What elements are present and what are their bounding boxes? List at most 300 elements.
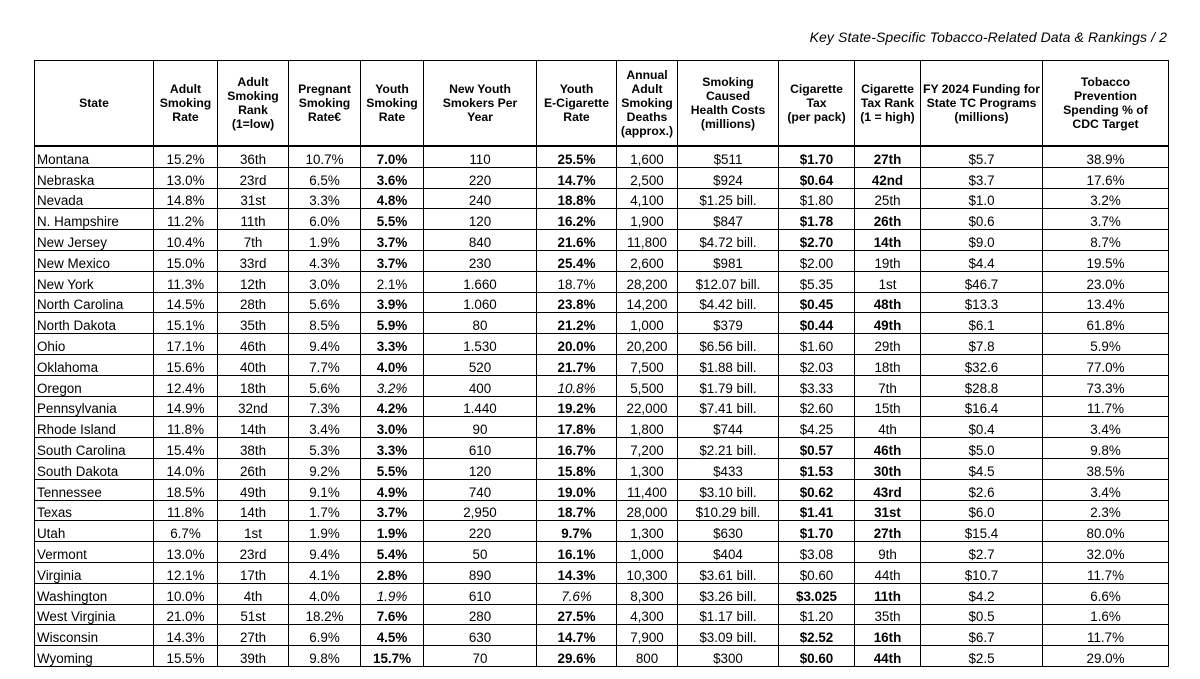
table-cell: 7,200: [617, 438, 678, 459]
table-cell: $1.0: [921, 188, 1043, 209]
table-row: [35, 521, 1169, 542]
table-cell: $511: [678, 146, 779, 167]
table-cell: $1.70: [779, 521, 855, 542]
col-header-fy2024-funding: FY 2024 Funding for State TC Programs (millions): [921, 61, 1043, 147]
table-cell: 11th: [218, 209, 289, 230]
table-cell: 2.8%: [361, 562, 424, 583]
state-name-cell: Utah: [35, 521, 154, 542]
table-cell: 14.3%: [154, 625, 218, 646]
table-cell: 5.9%: [1043, 334, 1169, 355]
table-cell: 15.1%: [154, 313, 218, 334]
table-cell: 19th: [855, 250, 921, 271]
table-cell: $847: [678, 209, 779, 230]
table-cell: 51st: [218, 604, 289, 625]
table-cell: 25.4%: [537, 250, 617, 271]
table-cell: 3.0%: [289, 271, 361, 292]
table-cell: $0.4: [921, 417, 1043, 438]
table-cell: 840: [424, 230, 537, 251]
table-cell: $1.70: [779, 146, 855, 167]
state-name-cell: N. Hampshire: [35, 209, 154, 230]
table-cell: $4.4: [921, 250, 1043, 271]
table-cell: $5.0: [921, 438, 1043, 459]
table-cell: 14,200: [617, 292, 678, 313]
state-name-cell: Wyoming: [35, 646, 154, 667]
table-cell: 35th: [855, 604, 921, 625]
table-cell: 4,100: [617, 188, 678, 209]
table-cell: $13.3: [921, 292, 1043, 313]
state-name-cell: Tennessee: [35, 479, 154, 500]
table-cell: 4.1%: [289, 562, 361, 583]
table-cell: $2.21 bill.: [678, 438, 779, 459]
table-cell: 40th: [218, 354, 289, 375]
table-cell: $32.6: [921, 354, 1043, 375]
table-cell: $46.7: [921, 271, 1043, 292]
table-cell: 15.5%: [154, 646, 218, 667]
table-cell: $1.41: [779, 500, 855, 521]
page-header: Key State-Specific Tobacco-Related Data & Rankings / 2: [809, 29, 1167, 45]
table-cell: 9.8%: [1043, 438, 1169, 459]
table-row: [35, 562, 1169, 583]
table-cell: 20,200: [617, 334, 678, 355]
state-name-cell: North Dakota: [35, 313, 154, 334]
table-row: [35, 396, 1169, 417]
table-cell: 1,600: [617, 146, 678, 167]
table-cell: 2.3%: [1043, 500, 1169, 521]
table-cell: 14.7%: [537, 167, 617, 188]
state-name-cell: Washington: [35, 583, 154, 604]
table-row: [35, 167, 1169, 188]
tobacco-data-table: [34, 60, 1169, 667]
table-cell: 18.7%: [537, 271, 617, 292]
table-cell: 1.9%: [289, 521, 361, 542]
table-cell: 630: [424, 625, 537, 646]
table-cell: 5.3%: [289, 438, 361, 459]
table-cell: 42nd: [855, 167, 921, 188]
table-cell: 18th: [218, 375, 289, 396]
table-cell: 120: [424, 458, 537, 479]
table-cell: $924: [678, 167, 779, 188]
table-cell: 15.8%: [537, 458, 617, 479]
table-cell: 21.7%: [537, 354, 617, 375]
table-cell: 220: [424, 521, 537, 542]
table-cell: 11.3%: [154, 271, 218, 292]
table-cell: $4.25: [779, 417, 855, 438]
table-cell: $2.00: [779, 250, 855, 271]
table-cell: 17.8%: [537, 417, 617, 438]
table-cell: 610: [424, 583, 537, 604]
table-cell: $3.08: [779, 542, 855, 563]
table-cell: $7.8: [921, 334, 1043, 355]
table-cell: 4.8%: [361, 188, 424, 209]
table-cell: $10.29 bill.: [678, 500, 779, 521]
table-cell: 29th: [855, 334, 921, 355]
table-cell: 1.9%: [361, 521, 424, 542]
state-name-cell: Nevada: [35, 188, 154, 209]
table-cell: 7.7%: [289, 354, 361, 375]
table-cell: 1.530: [424, 334, 537, 355]
state-name-cell: Nebraska: [35, 167, 154, 188]
table-cell: $4.72 bill.: [678, 230, 779, 251]
table-cell: 4.0%: [289, 583, 361, 604]
table-cell: 46th: [855, 438, 921, 459]
table-cell: 5.6%: [289, 292, 361, 313]
table-cell: 18.7%: [537, 500, 617, 521]
table-cell: 6.5%: [289, 167, 361, 188]
table-cell: 3.9%: [361, 292, 424, 313]
col-header-youth-smoking-rate: Youth Smoking Rate: [361, 61, 424, 147]
table-cell: 220: [424, 167, 537, 188]
state-name-cell: South Carolina: [35, 438, 154, 459]
table-cell: 11.2%: [154, 209, 218, 230]
table-cell: 610: [424, 438, 537, 459]
table-cell: 15.2%: [154, 146, 218, 167]
state-name-cell: New York: [35, 271, 154, 292]
table-cell: 3.7%: [1043, 209, 1169, 230]
state-name-cell: North Carolina: [35, 292, 154, 313]
table-cell: 49th: [218, 479, 289, 500]
state-name-cell: Montana: [35, 146, 154, 167]
table-cell: 4,300: [617, 604, 678, 625]
table-cell: $2.03: [779, 354, 855, 375]
table-row: [35, 438, 1169, 459]
table-cell: $0.5: [921, 604, 1043, 625]
table-cell: 3.3%: [361, 438, 424, 459]
table-cell: 29.6%: [537, 646, 617, 667]
table-cell: 10.4%: [154, 230, 218, 251]
table-row: [35, 146, 1169, 167]
table-cell: 13.4%: [1043, 292, 1169, 313]
table-cell: 7th: [218, 230, 289, 251]
table-cell: 32.0%: [1043, 542, 1169, 563]
table-cell: 27th: [218, 625, 289, 646]
table-cell: 4.2%: [361, 396, 424, 417]
table-cell: 30th: [855, 458, 921, 479]
table-cell: $300: [678, 646, 779, 667]
table-cell: 28th: [218, 292, 289, 313]
table-cell: 3.2%: [361, 375, 424, 396]
table-body: [35, 146, 1169, 666]
table-cell: 23.0%: [1043, 271, 1169, 292]
table-cell: 9.8%: [289, 646, 361, 667]
table-row: [35, 625, 1169, 646]
table-cell: 1,300: [617, 521, 678, 542]
table-cell: 90: [424, 417, 537, 438]
col-header-new-youth-smokers: New Youth Smokers Per Year: [424, 61, 537, 147]
table-cell: 3.7%: [361, 500, 424, 521]
table-row: [35, 250, 1169, 271]
table-cell: $2.60: [779, 396, 855, 417]
table-cell: $9.0: [921, 230, 1043, 251]
table-row: [35, 271, 1169, 292]
table-cell: $981: [678, 250, 779, 271]
table-cell: 27th: [855, 521, 921, 542]
table-cell: 1,300: [617, 458, 678, 479]
col-header-tax-rank: Cigarette Tax Rank (1 = high): [855, 61, 921, 147]
table-cell: 1.660: [424, 271, 537, 292]
table-cell: 39th: [218, 646, 289, 667]
table-cell: 5.5%: [361, 458, 424, 479]
table-cell: 31st: [855, 500, 921, 521]
table-cell: 230: [424, 250, 537, 271]
table-cell: $1.78: [779, 209, 855, 230]
table-row: [35, 500, 1169, 521]
table-cell: 6.7%: [154, 521, 218, 542]
table-cell: 14th: [855, 230, 921, 251]
table-cell: 28,200: [617, 271, 678, 292]
table-cell: 26th: [855, 209, 921, 230]
table-cell: 9.4%: [289, 334, 361, 355]
table-cell: 8.5%: [289, 313, 361, 334]
table-row: [35, 604, 1169, 625]
table-cell: 11.8%: [154, 500, 218, 521]
state-name-cell: Rhode Island: [35, 417, 154, 438]
table-cell: 12th: [218, 271, 289, 292]
table-cell: 27th: [855, 146, 921, 167]
table-cell: $15.4: [921, 521, 1043, 542]
table-cell: 5.9%: [361, 313, 424, 334]
table-cell: 21.0%: [154, 604, 218, 625]
table-cell: 38.9%: [1043, 146, 1169, 167]
table-cell: 4.3%: [289, 250, 361, 271]
table-cell: 80.0%: [1043, 521, 1169, 542]
table-cell: 49th: [855, 313, 921, 334]
table-cell: 70: [424, 646, 537, 667]
state-name-cell: West Virginia: [35, 604, 154, 625]
table-cell: 3.3%: [361, 334, 424, 355]
table-cell: $3.10 bill.: [678, 479, 779, 500]
table-cell: 21.2%: [537, 313, 617, 334]
table-cell: $2.52: [779, 625, 855, 646]
table-row: [35, 292, 1169, 313]
table-cell: $744: [678, 417, 779, 438]
table-cell: $1.53: [779, 458, 855, 479]
header-row: [35, 61, 1169, 147]
table-cell: 17th: [218, 562, 289, 583]
table-cell: 25.5%: [537, 146, 617, 167]
table-cell: 11.7%: [1043, 396, 1169, 417]
table-cell: 14th: [218, 500, 289, 521]
table-cell: 31st: [218, 188, 289, 209]
table-cell: 15th: [855, 396, 921, 417]
table-cell: 1.7%: [289, 500, 361, 521]
table-cell: $1.88 bill.: [678, 354, 779, 375]
table-cell: $16.4: [921, 396, 1043, 417]
table-cell: 2,600: [617, 250, 678, 271]
table-cell: 4.5%: [361, 625, 424, 646]
table-cell: 18.2%: [289, 604, 361, 625]
table-cell: 1,900: [617, 209, 678, 230]
state-name-cell: Wisconsin: [35, 625, 154, 646]
table-cell: 11.7%: [1043, 562, 1169, 583]
table-cell: 22,000: [617, 396, 678, 417]
table-cell: 3.4%: [289, 417, 361, 438]
table-cell: 17.1%: [154, 334, 218, 355]
table-cell: 35th: [218, 313, 289, 334]
table-cell: 7.6%: [361, 604, 424, 625]
table-cell: $3.09 bill.: [678, 625, 779, 646]
table-cell: $1.17 bill.: [678, 604, 779, 625]
table-cell: $6.1: [921, 313, 1043, 334]
table-cell: 11,400: [617, 479, 678, 500]
state-name-cell: Vermont: [35, 542, 154, 563]
table-row: [35, 375, 1169, 396]
table-cell: $0.44: [779, 313, 855, 334]
table-cell: 3.6%: [361, 167, 424, 188]
table-row: [35, 209, 1169, 230]
table-cell: $3.26 bill.: [678, 583, 779, 604]
table-cell: 12.4%: [154, 375, 218, 396]
table-cell: 5.4%: [361, 542, 424, 563]
table-cell: 27.5%: [537, 604, 617, 625]
table-cell: 23.8%: [537, 292, 617, 313]
table-cell: 61.8%: [1043, 313, 1169, 334]
table-cell: $1.60: [779, 334, 855, 355]
table-cell: 16.2%: [537, 209, 617, 230]
table-cell: 5.6%: [289, 375, 361, 396]
table-row: [35, 646, 1169, 667]
table-cell: 16.7%: [537, 438, 617, 459]
table-cell: 14.9%: [154, 396, 218, 417]
table-cell: $0.60: [779, 646, 855, 667]
table-cell: 6.9%: [289, 625, 361, 646]
table-cell: 10.8%: [537, 375, 617, 396]
table-cell: 7,900: [617, 625, 678, 646]
table-cell: $3.025: [779, 583, 855, 604]
table-cell: 17.6%: [1043, 167, 1169, 188]
table-cell: 23rd: [218, 542, 289, 563]
table-cell: 12.1%: [154, 562, 218, 583]
table-cell: 110: [424, 146, 537, 167]
table-cell: 38.5%: [1043, 458, 1169, 479]
table-cell: 1.9%: [289, 230, 361, 251]
table-row: [35, 188, 1169, 209]
table-cell: 6.0%: [289, 209, 361, 230]
table-cell: 44th: [855, 562, 921, 583]
table-cell: 8,300: [617, 583, 678, 604]
table-cell: 14.3%: [537, 562, 617, 583]
table-cell: 15.0%: [154, 250, 218, 271]
state-name-cell: Oregon: [35, 375, 154, 396]
table-cell: 73.3%: [1043, 375, 1169, 396]
table-row: [35, 458, 1169, 479]
table-cell: 6.6%: [1043, 583, 1169, 604]
table-cell: 400: [424, 375, 537, 396]
table-cell: 19.5%: [1043, 250, 1169, 271]
table-cell: 7,500: [617, 354, 678, 375]
table-cell: 1.9%: [361, 583, 424, 604]
table-cell: 11.8%: [154, 417, 218, 438]
table-cell: $6.7: [921, 625, 1043, 646]
table-cell: 18.5%: [154, 479, 218, 500]
table-cell: 1st: [855, 271, 921, 292]
table-row: [35, 334, 1169, 355]
table-cell: 20.0%: [537, 334, 617, 355]
table-cell: 9.4%: [289, 542, 361, 563]
table-cell: $6.56 bill.: [678, 334, 779, 355]
table-cell: 3.4%: [1043, 479, 1169, 500]
col-header-cigarette-tax: Cigarette Tax (per pack): [779, 61, 855, 147]
table-row: [35, 417, 1169, 438]
table-cell: $379: [678, 313, 779, 334]
col-header-health-costs: Smoking Caused Health Costs (millions): [678, 61, 779, 147]
table-cell: $5.35: [779, 271, 855, 292]
table-cell: 520: [424, 354, 537, 375]
state-name-cell: Pennsylvania: [35, 396, 154, 417]
table-cell: $1.25 bill.: [678, 188, 779, 209]
table-cell: 18.8%: [537, 188, 617, 209]
table-cell: 15.4%: [154, 438, 218, 459]
table-cell: 4.9%: [361, 479, 424, 500]
table-cell: $0.6: [921, 209, 1043, 230]
table-row: [35, 542, 1169, 563]
col-header-prevention-spending: Tobacco Prevention Spending % of CDC Target: [1043, 61, 1169, 147]
table-cell: 240: [424, 188, 537, 209]
table-cell: 1,800: [617, 417, 678, 438]
table-cell: $0.57: [779, 438, 855, 459]
table-cell: 800: [617, 646, 678, 667]
col-header-state: State: [35, 61, 154, 147]
table-cell: 15.7%: [361, 646, 424, 667]
table-cell: 44th: [855, 646, 921, 667]
table-cell: $4.42 bill.: [678, 292, 779, 313]
table-cell: $2.7: [921, 542, 1043, 563]
table-cell: 1.440: [424, 396, 537, 417]
table-cell: 29.0%: [1043, 646, 1169, 667]
table-cell: 4th: [855, 417, 921, 438]
table-cell: 2.1%: [361, 271, 424, 292]
table-cell: $3.61 bill.: [678, 562, 779, 583]
table-cell: 1st: [218, 521, 289, 542]
table-row: [35, 230, 1169, 251]
table-cell: $0.62: [779, 479, 855, 500]
table-cell: 10,300: [617, 562, 678, 583]
table-cell: $6.0: [921, 500, 1043, 521]
table-cell: 280: [424, 604, 537, 625]
table-cell: 16.1%: [537, 542, 617, 563]
table-cell: 8.7%: [1043, 230, 1169, 251]
table-cell: 11th: [855, 583, 921, 604]
col-header-adult-smoking-rate: Adult Smoking Rate: [154, 61, 218, 147]
state-name-cell: South Dakota: [35, 458, 154, 479]
state-name-cell: New Mexico: [35, 250, 154, 271]
table-cell: 1.060: [424, 292, 537, 313]
table-cell: 13.0%: [154, 542, 218, 563]
table-cell: $1.79 bill.: [678, 375, 779, 396]
table-cell: $1.20: [779, 604, 855, 625]
table-cell: $10.7: [921, 562, 1043, 583]
table-cell: 7.6%: [537, 583, 617, 604]
table-cell: 50: [424, 542, 537, 563]
table-cell: $7.41 bill.: [678, 396, 779, 417]
table-cell: 43rd: [855, 479, 921, 500]
table-cell: 9.7%: [537, 521, 617, 542]
table-cell: 11,800: [617, 230, 678, 251]
table-cell: 21.6%: [537, 230, 617, 251]
table-cell: 1,000: [617, 542, 678, 563]
table-cell: 3.3%: [289, 188, 361, 209]
table-cell: $1.80: [779, 188, 855, 209]
table-cell: 740: [424, 479, 537, 500]
table-cell: $2.70: [779, 230, 855, 251]
col-header-annual-deaths: Annual Adult Smoking Deaths (approx.): [617, 61, 678, 147]
table-cell: 3.7%: [361, 250, 424, 271]
table-cell: 120: [424, 209, 537, 230]
table-row: [35, 313, 1169, 334]
table-cell: 10.0%: [154, 583, 218, 604]
table-cell: 10.7%: [289, 146, 361, 167]
table-cell: $3.33: [779, 375, 855, 396]
table-cell: 9.2%: [289, 458, 361, 479]
